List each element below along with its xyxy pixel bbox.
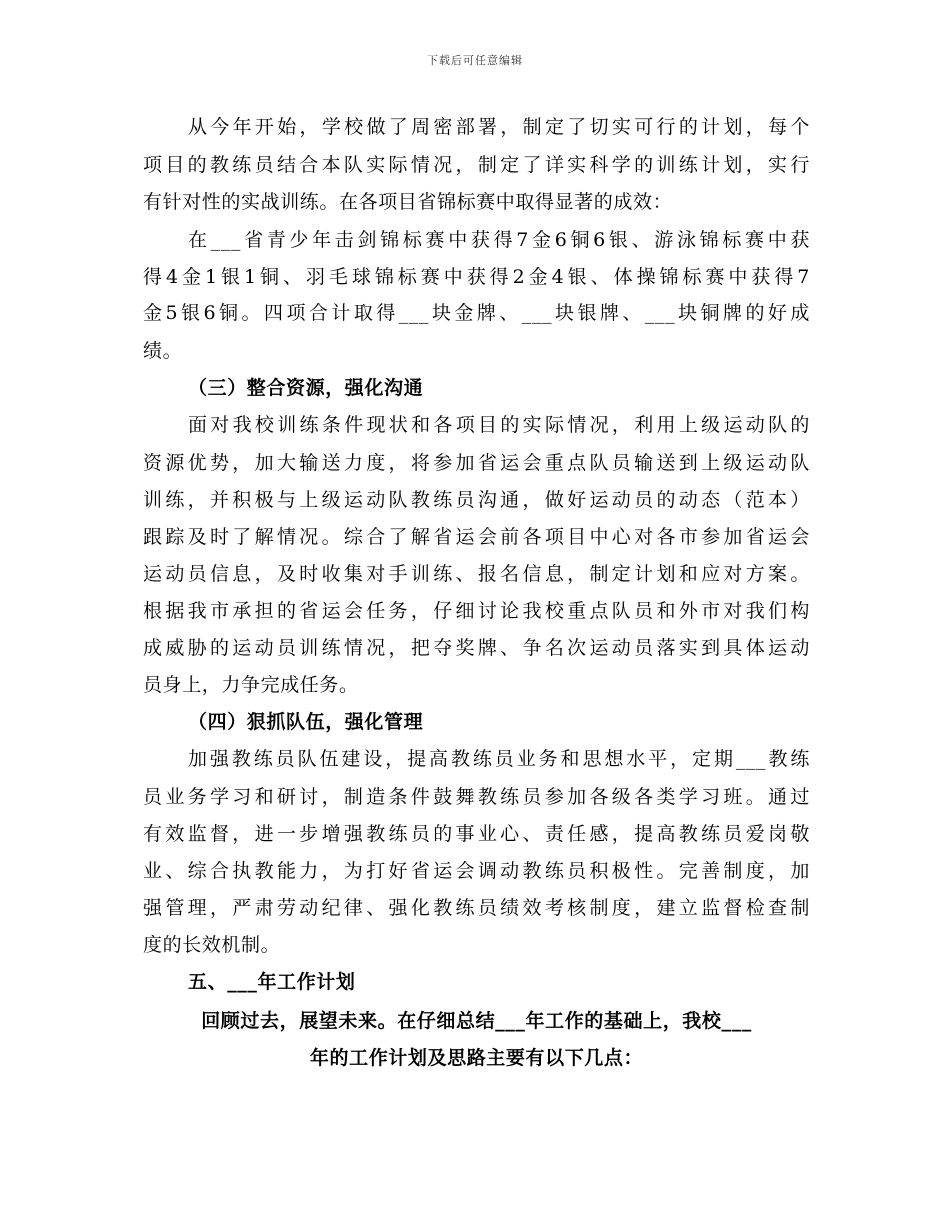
- section-heading: （三）整合资源，强化沟通: [188, 377, 424, 399]
- paragraph-line: 员身上，力争完成任务。: [143, 674, 359, 696]
- paragraph-line: 有针对性的实战训练。在各项目省锦标赛中取得显著的成效：: [143, 191, 673, 213]
- paragraph-line: 面对我校训练条件现状和各项目的实际情况，利用上级运动队的: [188, 414, 810, 436]
- paragraph-line: 项目的教练员结合本队实际情况，制定了详实科学的训练计划，实行: [143, 154, 810, 176]
- paragraph-line: 绩。: [143, 340, 183, 362]
- paragraph-line: 度的长效机制。: [143, 934, 281, 956]
- paragraph-line: 跟踪及时了解情况。综合了解省运会前各项目中心对各市参加省运会: [143, 526, 810, 548]
- paragraph-line: 训练，并积极与上级运动队教练员沟通，做好运动员的动态（范本）: [143, 489, 810, 511]
- paragraph-line: 强管理，严肃劳动纪律、强化教练员绩效考核制度，建立监督检查制: [143, 897, 810, 919]
- paragraph-line: 金5银6铜。四项合计取得___块金牌、___块银牌、___块铜牌的好成: [143, 302, 810, 324]
- paragraph-line: 有效监督，进一步增强教练员的事业心、责任感，提高教练员爱岗敬: [143, 823, 810, 845]
- centered-bold-line: 年的工作计划及思路主要有以下几点：: [309, 1047, 644, 1069]
- paragraph-line: 运动员信息，及时收集对手训练、报名信息，制定计划和应对方案。: [143, 563, 810, 585]
- paragraph-line: 资源优势，加大输送力度，将参加省运会重点队员输送到上级运动队: [143, 452, 810, 474]
- paragraph-line: 得4金1银1铜、羽毛球锦标赛中获得2金4银、体操锦标赛中获得7: [143, 266, 810, 288]
- paragraph-line: 员业务学习和研讨，制造条件鼓舞教练员参加各级各类学习班。通过: [143, 786, 810, 808]
- page-header: 下载后可任意编辑: [427, 54, 523, 67]
- paragraph-line: 加强教练员队伍建设，提高教练员业务和思想水平，定期___教练: [188, 748, 810, 770]
- paragraph-line: 从今年开始，学校做了周密部署，制定了切实可行的计划，每个: [188, 116, 810, 138]
- paragraph-line: 成威胁的运动员训练情况，把夺奖牌、争名次运动员落实到具体运动: [143, 637, 810, 659]
- section-heading: 五、___年工作计划: [188, 971, 356, 993]
- section-heading: （四）狠抓队伍，强化管理: [188, 711, 424, 733]
- paragraph-line: 业、综合执教能力，为打好省运会调动教练员积极性。完善制度，加: [143, 860, 810, 882]
- centered-bold-line: 回顾过去，展望未来。在仔细总结___年工作的基础上，我校___: [201, 1010, 752, 1032]
- paragraph-line: 根据我市承担的省运会任务，仔细讨论我校重点队员和外市对我们构: [143, 600, 810, 622]
- paragraph-line: 在___省青少年击剑锦标赛中获得7金6铜6银、游泳锦标赛中获: [188, 229, 810, 251]
